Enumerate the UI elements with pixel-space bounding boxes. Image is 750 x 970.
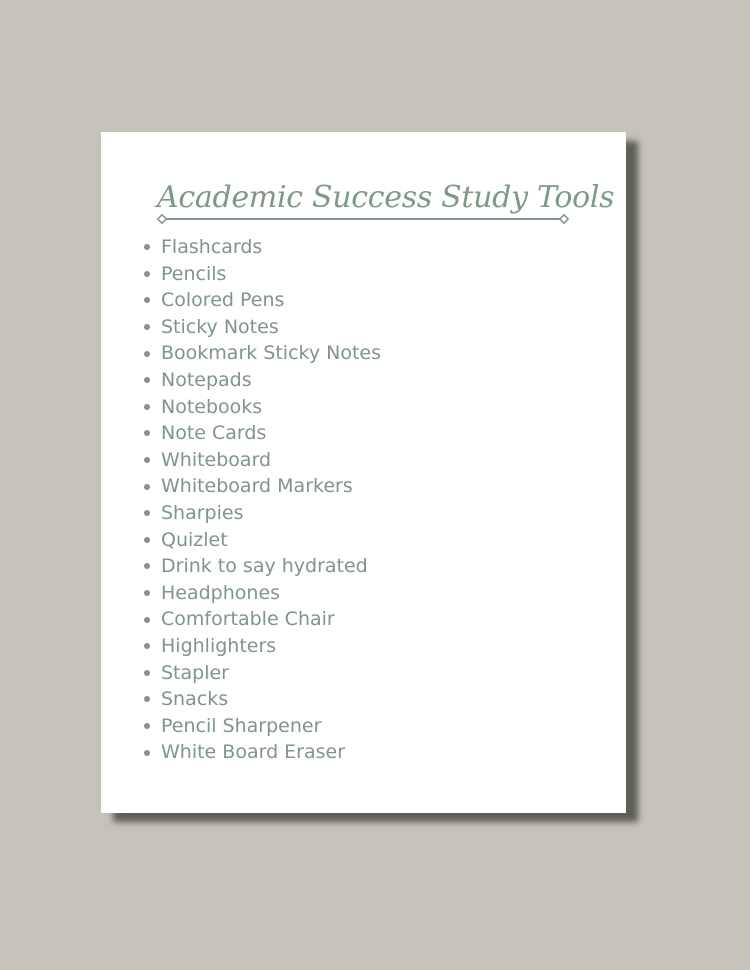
list-item <box>141 473 381 500</box>
list-item <box>141 261 381 288</box>
bullet-icon <box>144 430 150 436</box>
list-item-label: Note Cards <box>161 422 267 445</box>
list-item-label: Bookmark Sticky Notes <box>161 342 382 365</box>
bullet-icon <box>144 563 150 569</box>
list-item-label: Sharpies <box>161 501 244 524</box>
bullet-icon <box>144 351 150 357</box>
list-item <box>141 234 381 261</box>
list-item <box>141 340 381 367</box>
list-item-label: Notebooks <box>161 395 263 418</box>
bullet-icon <box>144 643 150 649</box>
list-item <box>141 447 381 474</box>
bullet-icon <box>144 244 150 250</box>
bullet-icon <box>144 510 150 516</box>
list-item <box>141 606 381 633</box>
title-underline-ornament <box>157 214 569 224</box>
bullet-icon <box>144 324 150 330</box>
list-item-label: Quizlet <box>161 528 228 551</box>
bullet-icon <box>144 271 150 277</box>
document-page <box>101 132 626 813</box>
bullet-icon <box>144 377 150 383</box>
list-item-label: Pencil Sharpener <box>161 714 322 737</box>
bullet-icon <box>144 723 150 729</box>
list-item <box>141 287 381 314</box>
list-item <box>141 739 381 766</box>
page-title: Academic Success Study Tools <box>157 180 615 215</box>
bullet-icon <box>144 590 150 596</box>
list-item <box>141 553 381 580</box>
bullet-icon <box>144 750 150 756</box>
list-item-label: Colored Pens <box>161 289 285 312</box>
list-item-label: Notepads <box>161 368 252 391</box>
bullet-icon <box>144 670 150 676</box>
bullet-icon <box>144 537 150 543</box>
list-item-label: Stapler <box>161 661 229 684</box>
list-item <box>141 633 381 660</box>
list-item-label: Whiteboard <box>161 448 272 471</box>
list-item-label: White Board Eraser <box>161 741 346 764</box>
list-item <box>141 713 381 740</box>
list-item <box>141 500 381 527</box>
list-item <box>141 420 381 447</box>
list-item-label: Whiteboard Markers <box>161 475 353 498</box>
bullet-icon <box>144 696 150 702</box>
list-item-label: Drink to say hydrated <box>161 555 368 578</box>
bullet-icon <box>144 404 150 410</box>
list-item-label: Snacks <box>161 688 229 711</box>
bullet-icon <box>144 484 150 490</box>
list-item-label: Comfortable Chair <box>161 608 335 631</box>
list-item-label: Pencils <box>161 262 227 285</box>
bullet-icon <box>144 457 150 463</box>
title-block <box>157 178 615 228</box>
list-item-label: Flashcards <box>161 236 263 258</box>
list-item <box>141 527 381 554</box>
bullet-icon <box>144 617 150 623</box>
bullet-icon <box>144 297 150 303</box>
list-item <box>141 660 381 687</box>
list-item <box>141 394 381 421</box>
list-item-label: Highlighters <box>161 634 277 657</box>
list-item-label: Sticky Notes <box>161 315 279 338</box>
list-item <box>141 686 381 713</box>
list-item <box>141 314 381 341</box>
list-item <box>141 580 381 607</box>
list-item <box>141 367 381 394</box>
study-tools-list <box>141 234 381 766</box>
list-item-label: Headphones <box>161 581 281 604</box>
